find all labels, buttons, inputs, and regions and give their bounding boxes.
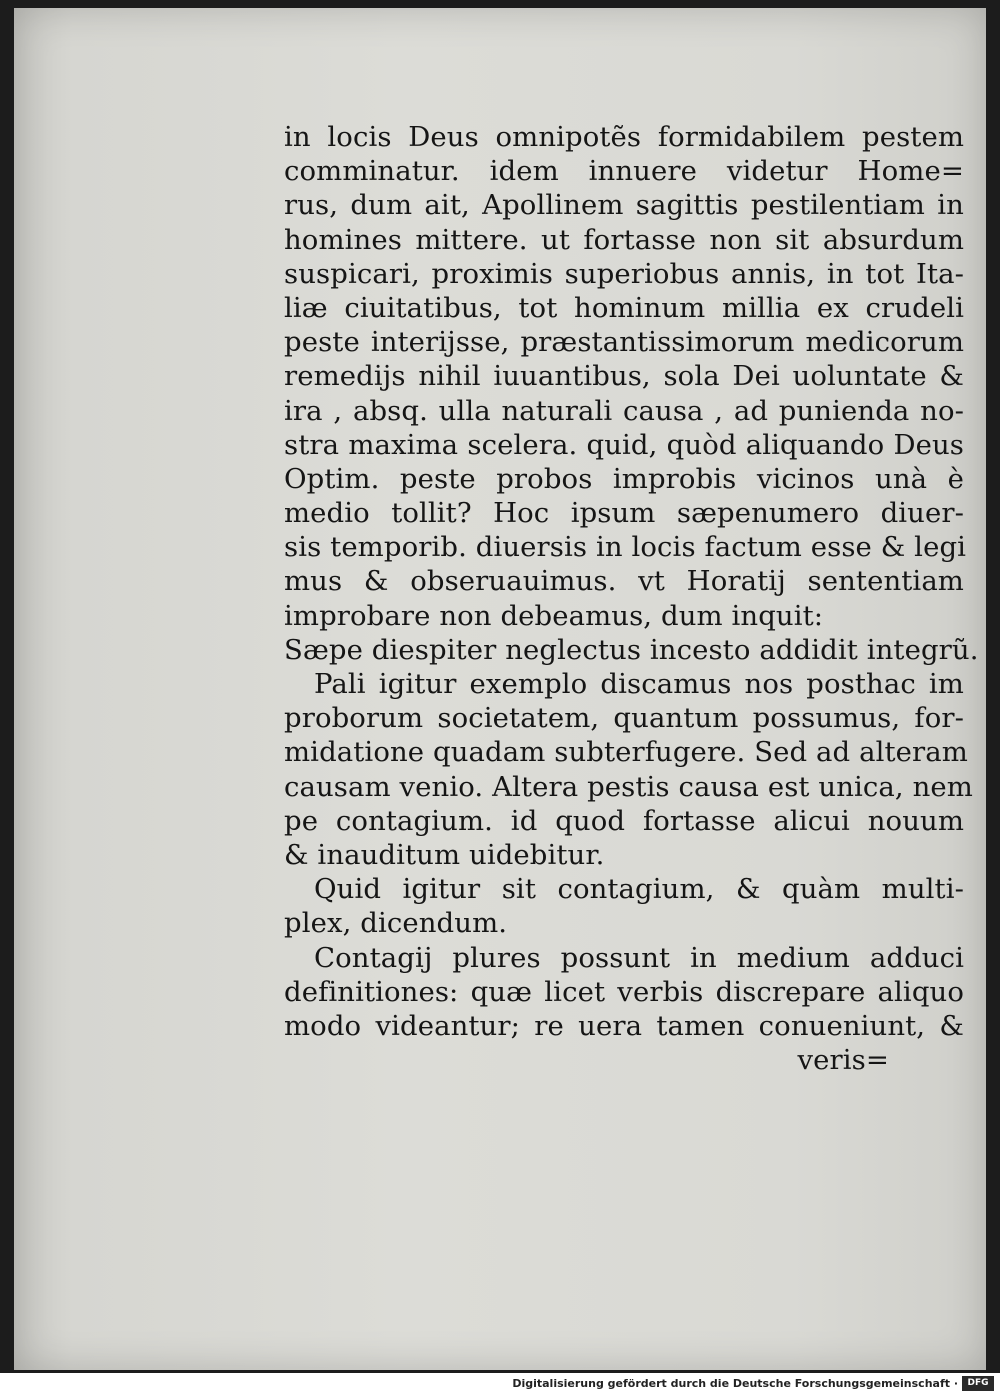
text-line-9: ira , absq. ulla naturali causa , ad punienda no- — [284, 394, 964, 427]
catchword: veris= — [797, 1044, 889, 1077]
text-line-24: plex, dicendum. — [284, 907, 508, 940]
latin-text-block — [284, 120, 979, 1077]
text-line-2: comminatur. idem innuere videtur Home= — [284, 155, 964, 188]
digitization-footer — [0, 1373, 1000, 1395]
text-line-17: Pali igitur exemplo discamus nos posthac im — [314, 668, 964, 700]
text-line-19: midatione quadam subterfugere. Sed ad alteram — [284, 736, 968, 769]
text-line-26: definitiones: quæ licet verbis discrepare aliquo — [284, 975, 964, 1008]
text-line-3: rus, dum ait, Apollinem sagittis pestilentiam in — [284, 189, 964, 222]
text-line-27: modo videantur; re uera tamen conueniunt, & — [284, 1009, 964, 1042]
book-page — [14, 8, 986, 1370]
dfg-logo: DFG — [962, 1376, 994, 1391]
text-line-11: Optim. peste probos improbis vicinos unà è — [284, 462, 964, 495]
text-line-12: medio tollit? Hoc ipsum sæpenumero diuer- — [284, 497, 964, 530]
text-line-13: sis temporib. diuersis in locis factum esse & legi — [284, 531, 967, 564]
text-line-5: suspicari, proximis superiobus annis, in tot Ita- — [284, 257, 964, 290]
text-line-16: Sæpe diespiter neglectus incesto addidit integrũ. — [284, 633, 979, 666]
text-line-21: pe contagium. id quod fortasse alicui nouum — [284, 804, 964, 837]
text-line-22: & inauditum uidebitur. — [284, 838, 605, 871]
text-line-18: proborum societatem, quantum possumus, for- — [284, 702, 964, 735]
text-line-14: mus & obseruauimus. vt Horatij sententiam — [284, 565, 964, 598]
text-line-20: causam venio. Altera pestis causa est unica, nem — [284, 770, 973, 803]
text-line-23: Quid igitur sit contagium, & quàm multi- — [314, 873, 964, 906]
footer-credit: Digitalisierung gefördert durch die Deutsche Forschungsgemeinschaft · — [512, 1377, 958, 1390]
text-line-7: peste interijsse, præstantissimorum medicorum — [284, 326, 964, 359]
text-line-10: stra maxima scelera. quid, quòd aliquando Deus — [284, 428, 964, 461]
text-line-6: liæ ciuitatibus, tot hominum millia ex crudeli — [284, 291, 964, 324]
text-line-4: homines mittere. ut fortasse non sit absurdum — [284, 223, 964, 256]
text-line-8: remedijs nihil iuuantibus, sola Dei uoluntate & — [284, 360, 964, 393]
text-line-1: in locis Deus omnipotẽs formidabilem pestem — [284, 121, 964, 153]
text-line-25: Contagij plures possunt in medium adduci — [314, 941, 964, 974]
text-line-15: improbare non debeamus, dum inquit: — [284, 599, 824, 632]
